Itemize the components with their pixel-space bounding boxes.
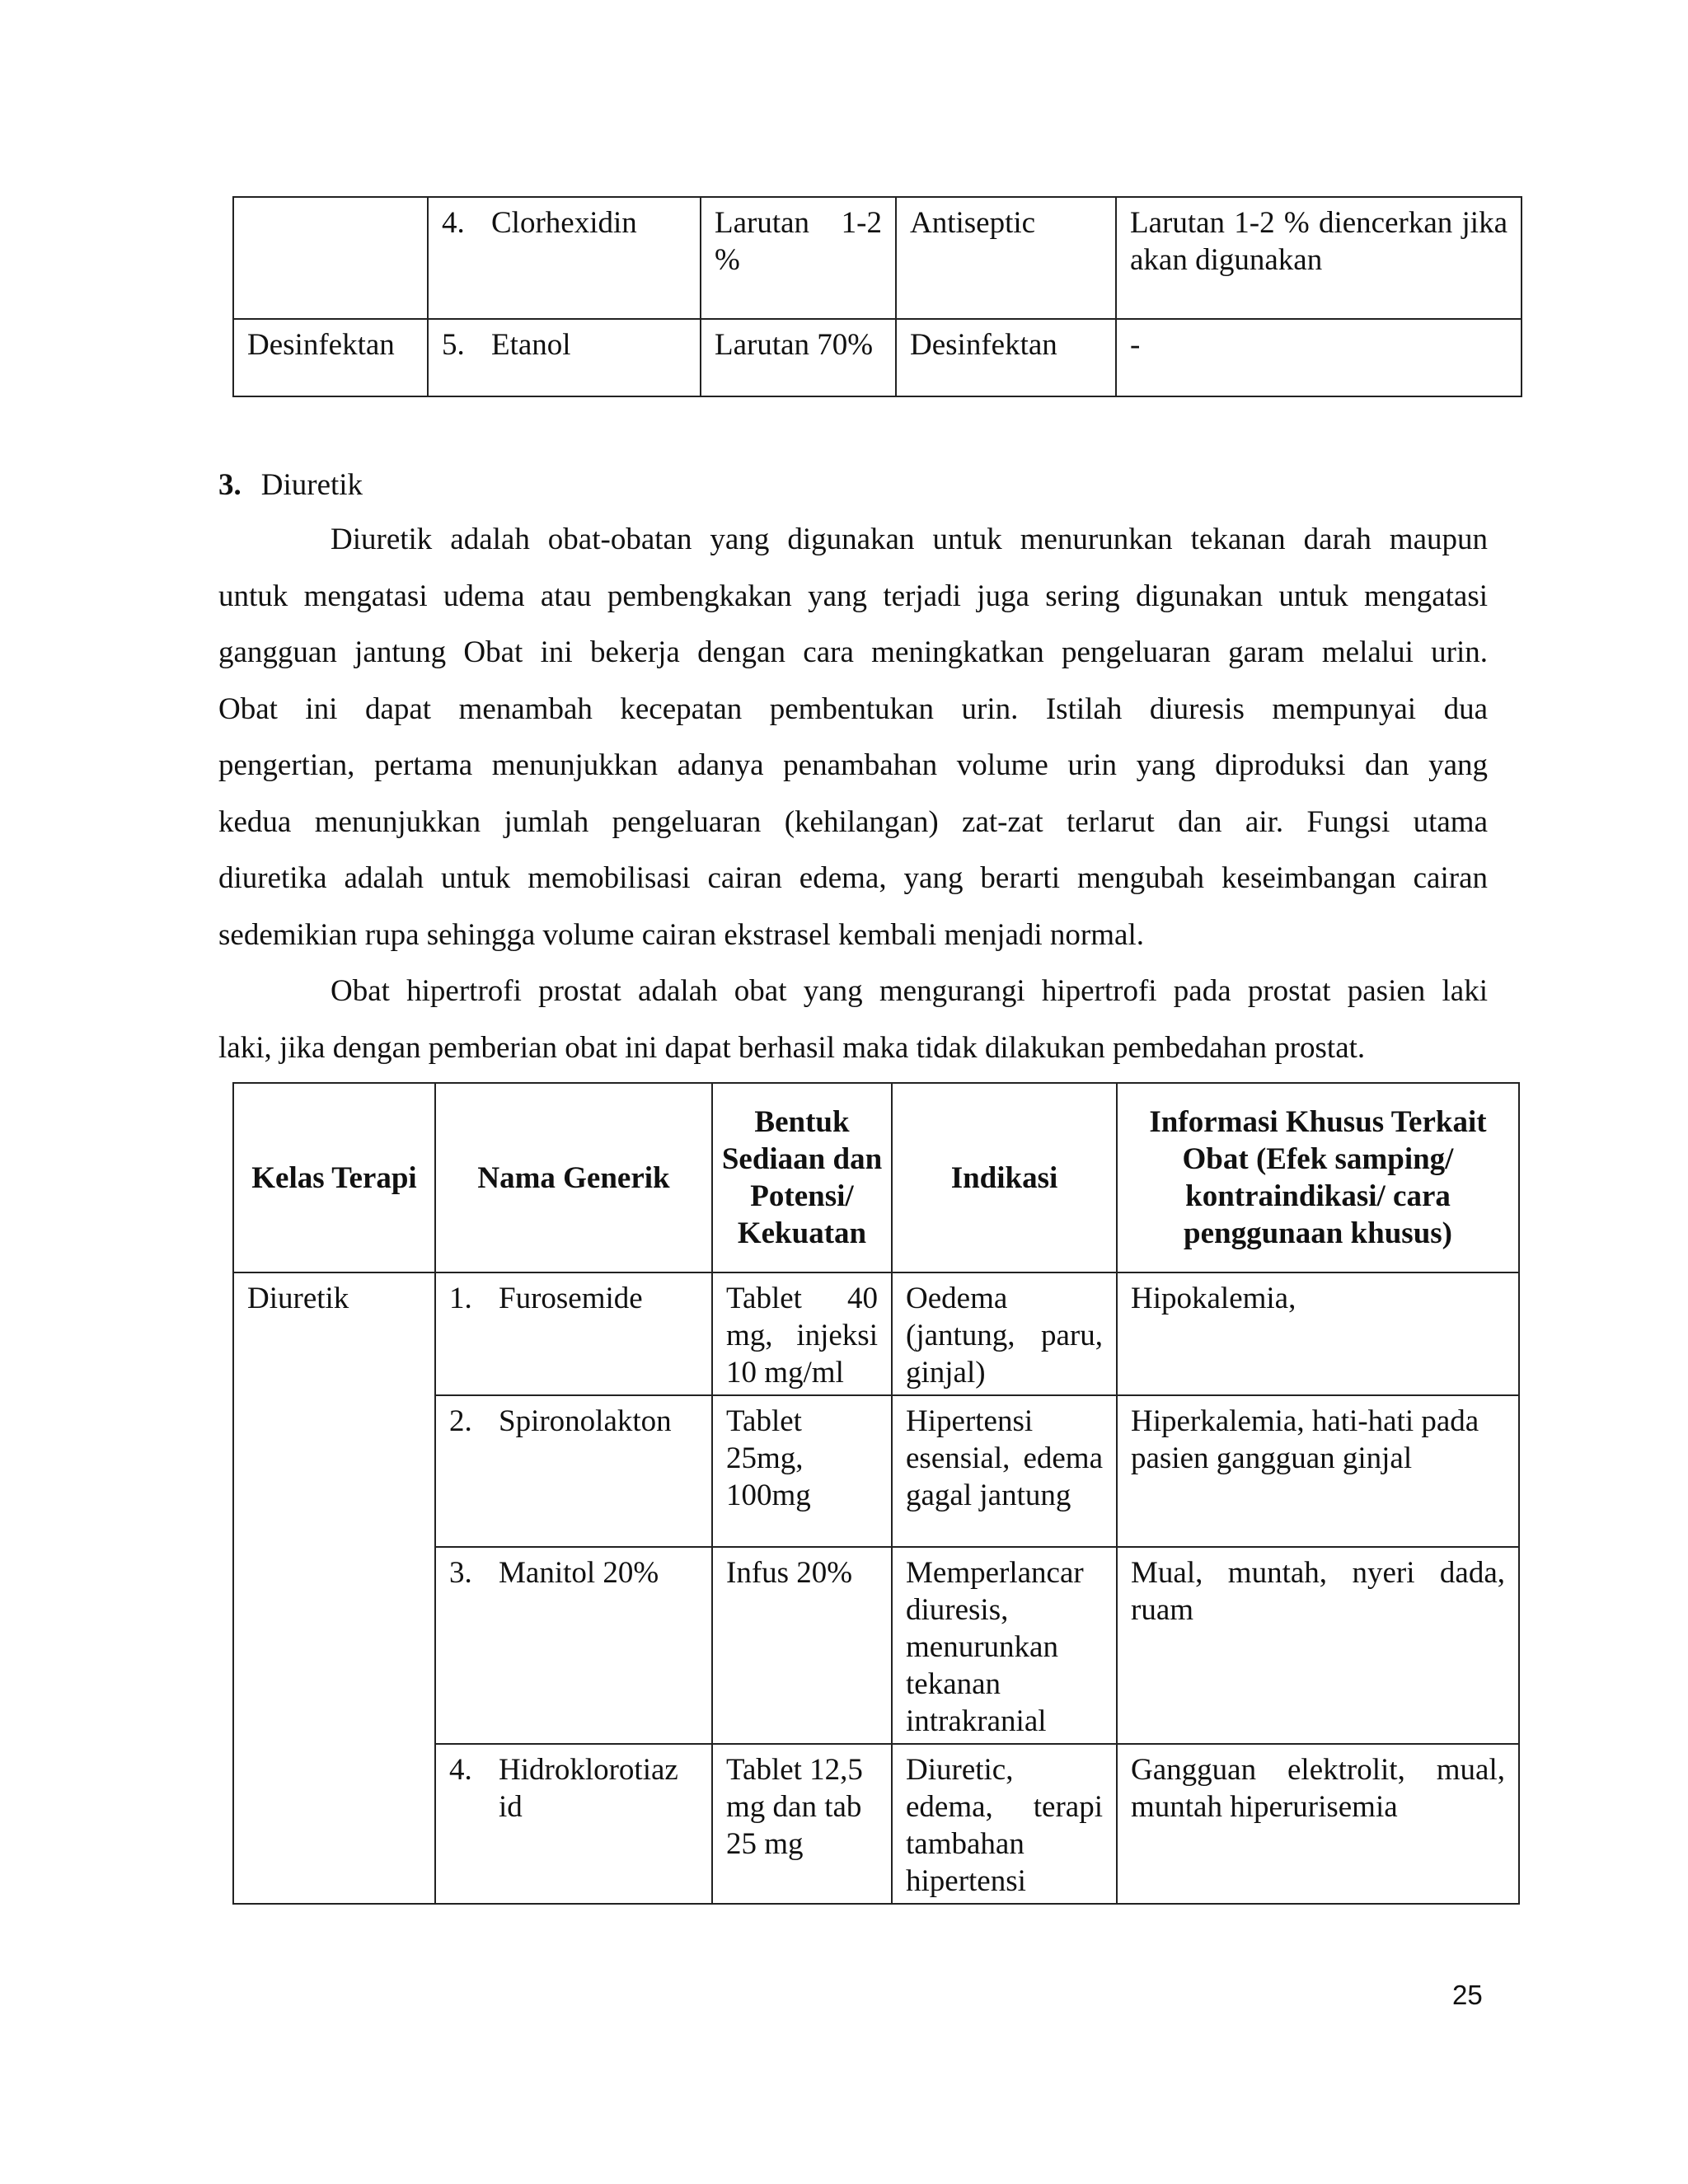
paragraph-line: pengertian, pertama menunjukkan adanya penambahan volume urin yang diproduksi dan yang — [218, 748, 1488, 782]
nama-generik-cell — [435, 1547, 712, 1744]
bentuk-sediaan-cell: Larutan 70% — [701, 319, 896, 396]
drug-name: Furosemide — [499, 1282, 643, 1315]
nama-generik-cell — [428, 197, 701, 319]
table-row — [233, 319, 1522, 396]
page-number: 25 — [1452, 1980, 1483, 2010]
drug-name: Etanol — [491, 328, 571, 362]
item-number: 1. — [449, 1282, 472, 1315]
informasi-cell: - — [1116, 319, 1522, 396]
paragraph-line: untuk mengatasi udema atau pembengkakan yang terjadi juga sering digunakan untuk mengatasi — [218, 579, 1488, 613]
drug-name: Manitol 20% — [499, 1556, 659, 1590]
kelas-terapi-cell: Desinfektan — [233, 319, 428, 396]
table-row — [233, 1272, 1519, 1395]
table-row — [233, 197, 1522, 319]
header-kelas-terapi: Kelas Terapi — [233, 1083, 435, 1272]
paragraph-line: diuretika adalah untuk memobilisasi cairan edema, yang berarti mengubah keseimbangan cairan — [218, 861, 1488, 895]
continued-table — [232, 196, 1522, 397]
bentuk-sediaan-cell: Larutan 1-2 % — [701, 197, 896, 319]
kelas-terapi-cell — [233, 197, 428, 319]
nama-generik-cell — [435, 1395, 712, 1547]
section-number: 3. — [218, 468, 241, 502]
paragraph-hipertrofi-prostat — [218, 963, 1488, 1076]
diuretik-table — [232, 1082, 1520, 1905]
indikasi-cell: Memperlancar diuresis, menurunkan tekanan intrakranial — [892, 1547, 1117, 1744]
indikasi-cell: Hipertensi esensial, edema gagal jantung — [892, 1395, 1117, 1547]
header-indikasi: Indikasi — [892, 1083, 1117, 1272]
item-number: 5. — [442, 328, 465, 362]
drug-name: Spironolakton — [499, 1404, 672, 1438]
informasi-cell: Gangguan elektrolit, mual, muntah hiperurisemia — [1117, 1744, 1519, 1904]
drug-name: Clorhexidin — [491, 206, 637, 240]
bentuk-sediaan-cell: Tablet 25mg, 100mg — [712, 1395, 892, 1547]
kelas-terapi-cell: Diuretik — [233, 1272, 435, 1904]
indikasi-cell: Diuretic, edema, terapi tambahan hipertensi — [892, 1744, 1117, 1904]
paragraph-line: Obat ini dapat menambah kecepatan pembentukan urin. Istilah diuresis mempunyai dua — [218, 691, 1488, 726]
paragraph-line: Obat hipertrofi prostat adalah obat yang mengurangi hipertrofi pada prostat pasien laki — [331, 974, 1488, 1008]
nama-generik-cell — [428, 319, 701, 396]
informasi-cell: Hipokalemia, — [1117, 1272, 1519, 1395]
informasi-cell: Larutan 1-2 % diencerkan jika akan digunakan — [1116, 197, 1522, 319]
paragraph-line: sedemikian rupa sehingga volume cairan ekstrasel kembali menjadi normal. — [218, 917, 1144, 952]
section-title: Diuretik — [260, 468, 363, 502]
bentuk-sediaan-cell: Infus 20% — [712, 1547, 892, 1744]
item-number: 4. — [449, 1753, 472, 1787]
paragraph-line: Diuretik adalah obat-obatan yang digunakan untuk menurunkan tekanan darah maupun — [331, 523, 1488, 556]
informasi-cell: Mual, muntah, nyeri dada, ruam — [1117, 1547, 1519, 1744]
bentuk-sediaan-cell: Tablet 40 mg, injeksi 10 mg/ml — [712, 1272, 892, 1395]
paragraph-line: laki, jika dengan pemberian obat ini dapat berhasil maka tidak dilakukan pembedahan prostat. — [218, 1030, 1366, 1065]
indikasi-cell: Oedema (jantung, paru, ginjal) — [892, 1272, 1117, 1395]
indikasi-cell: Antiseptic — [896, 197, 1116, 319]
nama-generik-cell — [435, 1744, 712, 1904]
paragraph-line: gangguan jantung Obat ini bekerja dengan cara meningkatkan pengeluaran garam melalui urin. — [218, 635, 1488, 669]
informasi-cell: Hiperkalemia, hati-hati pada pasien gangguan ginjal — [1117, 1395, 1519, 1547]
indikasi-cell: Desinfektan — [896, 319, 1116, 396]
drug-name: Hidroklorotiaz id — [499, 1753, 678, 1824]
header-nama-generik: Nama Generik — [435, 1083, 712, 1272]
table-header-row — [233, 1083, 1519, 1272]
section-heading — [218, 466, 363, 504]
header-informasi-khusus: Informasi Khusus Terkait Obat (Efek samping/ kontraindikasi/ cara penggunaan khusus) — [1117, 1083, 1519, 1272]
item-number: 2. — [449, 1404, 472, 1438]
item-number: 3. — [449, 1556, 472, 1590]
paragraph-line: kedua menunjukkan jumlah pengeluaran (kehilangan) zat-zat terlarut dan air. Fungsi utama — [218, 804, 1488, 839]
header-bentuk-sediaan: Bentuk Sediaan dan Potensi/ Kekuatan — [712, 1083, 892, 1272]
paragraph-diuretik — [218, 512, 1488, 963]
nama-generik-cell — [435, 1272, 712, 1395]
bentuk-sediaan-cell: Tablet 12,5 mg dan tab 25 mg — [712, 1744, 892, 1904]
item-number: 4. — [442, 206, 465, 240]
